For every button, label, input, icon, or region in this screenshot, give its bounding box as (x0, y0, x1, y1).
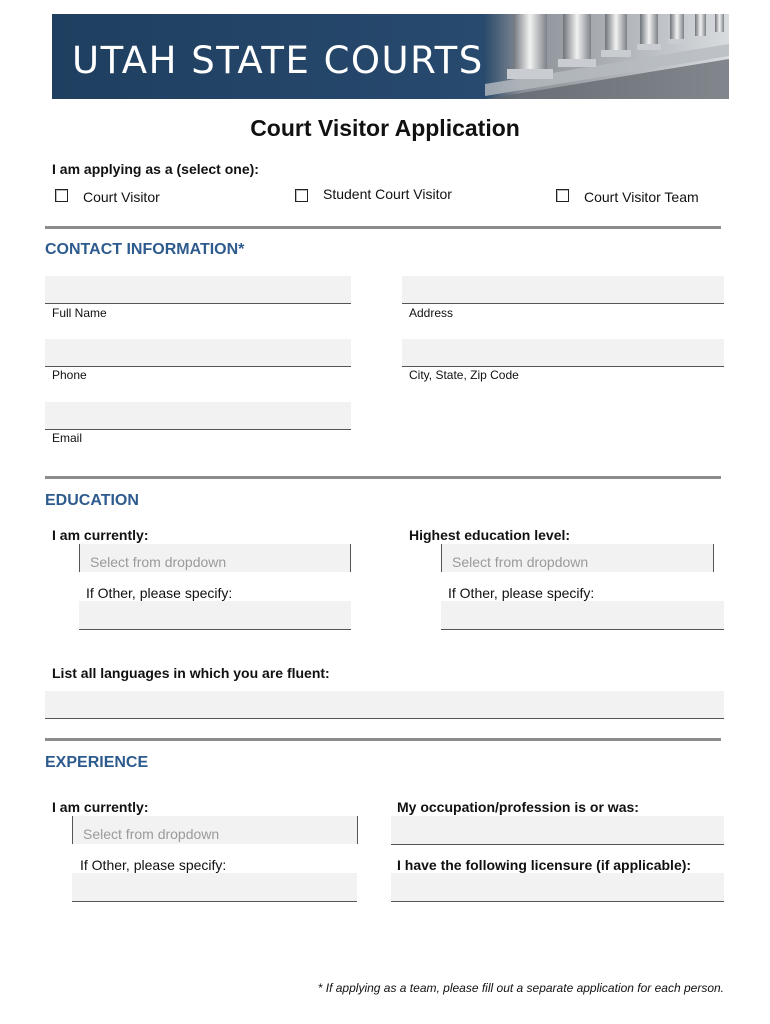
court-visitor-team-option-label: Court Visitor Team (584, 189, 699, 205)
document-title: Court Visitor Application (250, 115, 520, 141)
highest-education-dropdown[interactable]: Select from dropdown (441, 544, 714, 572)
experience-currently-other-label: If Other, please specify: (80, 857, 227, 873)
address-field[interactable] (402, 276, 724, 304)
section-divider (45, 226, 721, 229)
contact-information-heading: CONTACT INFORMATION* (45, 241, 245, 258)
email-label: Email (52, 431, 83, 445)
section-divider (45, 738, 721, 741)
education-currently-other-field[interactable] (79, 601, 351, 630)
header-banner (52, 14, 729, 99)
education-heading: EDUCATION (45, 492, 139, 509)
court-visitor-team-checkbox[interactable] (556, 189, 569, 202)
email-field[interactable] (45, 402, 351, 430)
court-visitor-checkbox[interactable] (55, 189, 68, 202)
applicant-type-prompt: I am applying as a (select one): (52, 161, 259, 177)
education-currently-label: I am currently: (52, 527, 149, 543)
team-footnote: * If applying as a team, please fill out a separate application for each person. (317, 981, 724, 995)
court-visitor-option-label: Court Visitor (83, 189, 160, 205)
education-currently-dropdown[interactable]: Select from dropdown (79, 544, 351, 572)
city-state-zip-field[interactable] (402, 339, 724, 367)
experience-currently-dropdown[interactable]: Select from dropdown (72, 816, 358, 844)
highest-education-label: Highest education level: (409, 527, 571, 543)
languages-field[interactable] (45, 691, 724, 719)
phone-field[interactable] (45, 339, 351, 367)
courthouse-columns-image (485, 14, 729, 99)
banner-title: UTAH STATE COURTS (72, 39, 484, 82)
languages-label: List all languages in which you are fluent: (52, 665, 330, 681)
full-name-field[interactable] (45, 276, 351, 304)
highest-education-other-field[interactable] (441, 601, 724, 630)
student-court-visitor-checkbox[interactable] (295, 189, 308, 202)
education-currently-other-label: If Other, please specify: (86, 585, 233, 601)
experience-currently-label: I am currently: (52, 799, 149, 815)
full-name-label: Full Name (52, 306, 107, 320)
highest-education-other-label: If Other, please specify: (448, 585, 595, 601)
licensure-field[interactable] (391, 873, 724, 902)
student-court-visitor-option-label: Student Court Visitor (323, 186, 452, 202)
city-state-zip-label: City, State, Zip Code (409, 368, 519, 382)
occupation-label: My occupation/profession is or was: (397, 799, 639, 815)
address-label: Address (409, 306, 454, 320)
section-divider (45, 476, 721, 479)
phone-label: Phone (52, 368, 87, 382)
experience-currently-other-field[interactable] (72, 873, 357, 902)
licensure-label: I have the following licensure (if applicable): (397, 857, 692, 873)
occupation-field[interactable] (391, 816, 724, 845)
experience-heading: EXPERIENCE (45, 754, 149, 771)
